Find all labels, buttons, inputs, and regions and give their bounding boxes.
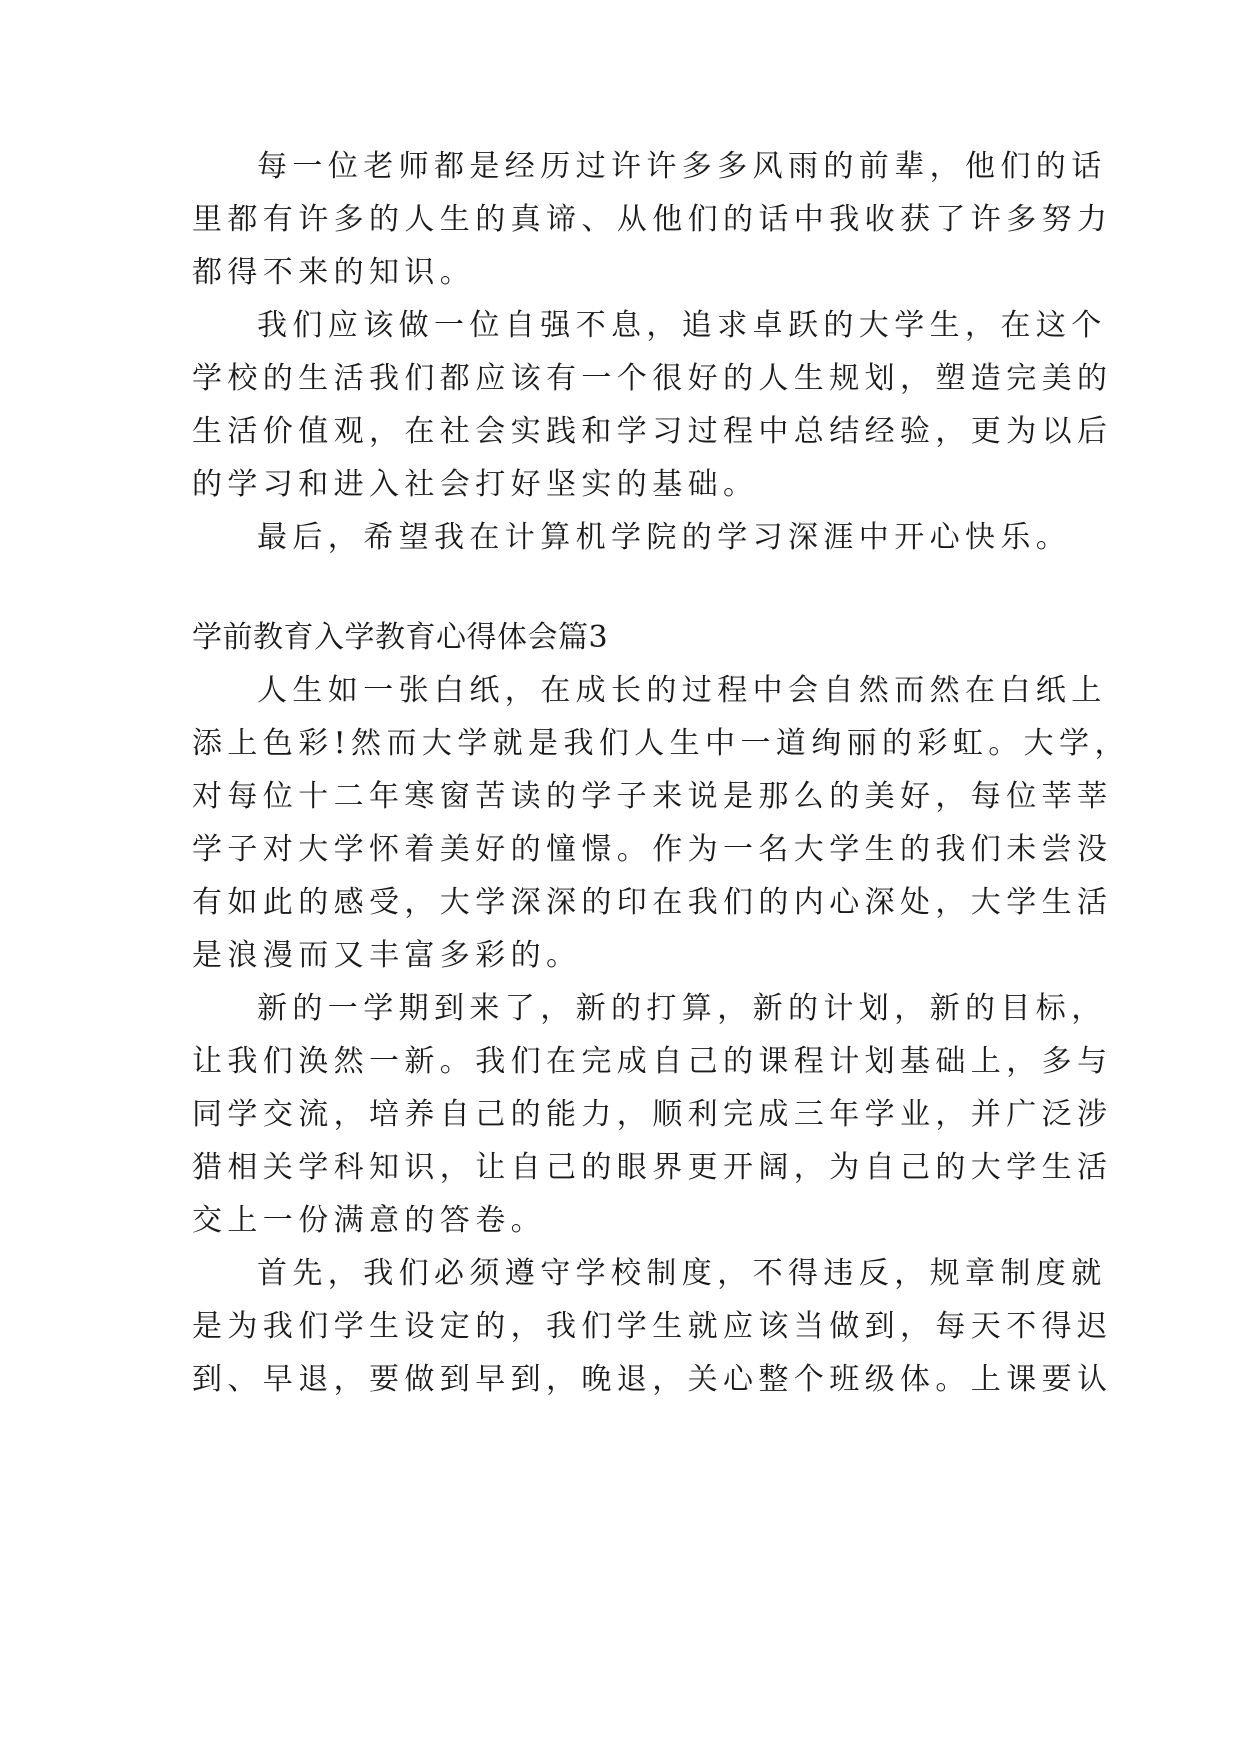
paragraph-line: 是为我们学生设定的，我们学生就应该当做到，每天不得迟 [192, 1309, 1113, 1344]
paragraph-line: 是浪漫而又丰富多彩的。 [192, 938, 582, 973]
paragraph-line: 让我们涣然一新。我们在完成自己的课程计划基础上，多与 [192, 1044, 1113, 1079]
paragraph-line: 生活价值观，在社会实践和学习过程中总结经验，更为以后 [192, 414, 1113, 449]
paragraph-line: 都得不来的知识。 [192, 255, 476, 290]
paragraph-line: 到、早退，要做到早到，晚退，关心整个班级体。上课要认 [192, 1362, 1113, 1397]
paragraph-line: 我们应该做一位自强不息，追求卓跃的大学生，在这个 [257, 308, 1107, 343]
paragraph-line: 同学交流，培养自己的能力，顺利完成三年学业，并广泛涉 [192, 1097, 1113, 1132]
section-heading: 学前教育入学教育心得体会篇3 [192, 620, 609, 655]
paragraph-line: 学校的生活我们都应该有一个很好的人生规划，塑造完美的 [192, 361, 1113, 396]
paragraph-line: 猎相关学科知识，让自己的眼界更开阔，为自己的大学生活 [192, 1150, 1113, 1185]
paragraph-line: 最后，希望我在计算机学院的学习深涯中开心快乐。 [257, 520, 1072, 555]
paragraph-line: 对每位十二年寒窗苦读的学子来说是那么的美好，每位莘莘 [192, 779, 1113, 814]
paragraph-line: 学子对大学怀着美好的憧憬。作为一名大学生的我们未尝没 [192, 832, 1113, 867]
paragraph-line: 的学习和进入社会打好坚实的基础。 [192, 467, 759, 502]
paragraph-line: 有如此的感受，大学深深的印在我们的内心深处，大学生活 [192, 885, 1113, 920]
paragraph-line: 首先，我们必须遵守学校制度，不得违反，规章制度就 [257, 1256, 1107, 1291]
paragraph-line: 交上一份满意的答卷。 [192, 1203, 546, 1238]
paragraph-line: 添上色彩!然而大学就是我们人生中一道绚丽的彩虹。大学， [192, 726, 1130, 761]
paragraph-line: 人生如一张白纸，在成长的过程中会自然而然在白纸上 [257, 673, 1107, 708]
paragraph-line: 每一位老师都是经历过许许多多风雨的前辈，他们的话 [257, 149, 1107, 184]
paragraph-line: 里都有许多的人生的真谛、从他们的话中我收获了许多努力 [192, 202, 1113, 237]
paragraph-line: 新的一学期到来了，新的打算，新的计划，新的目标， [257, 991, 1107, 1026]
